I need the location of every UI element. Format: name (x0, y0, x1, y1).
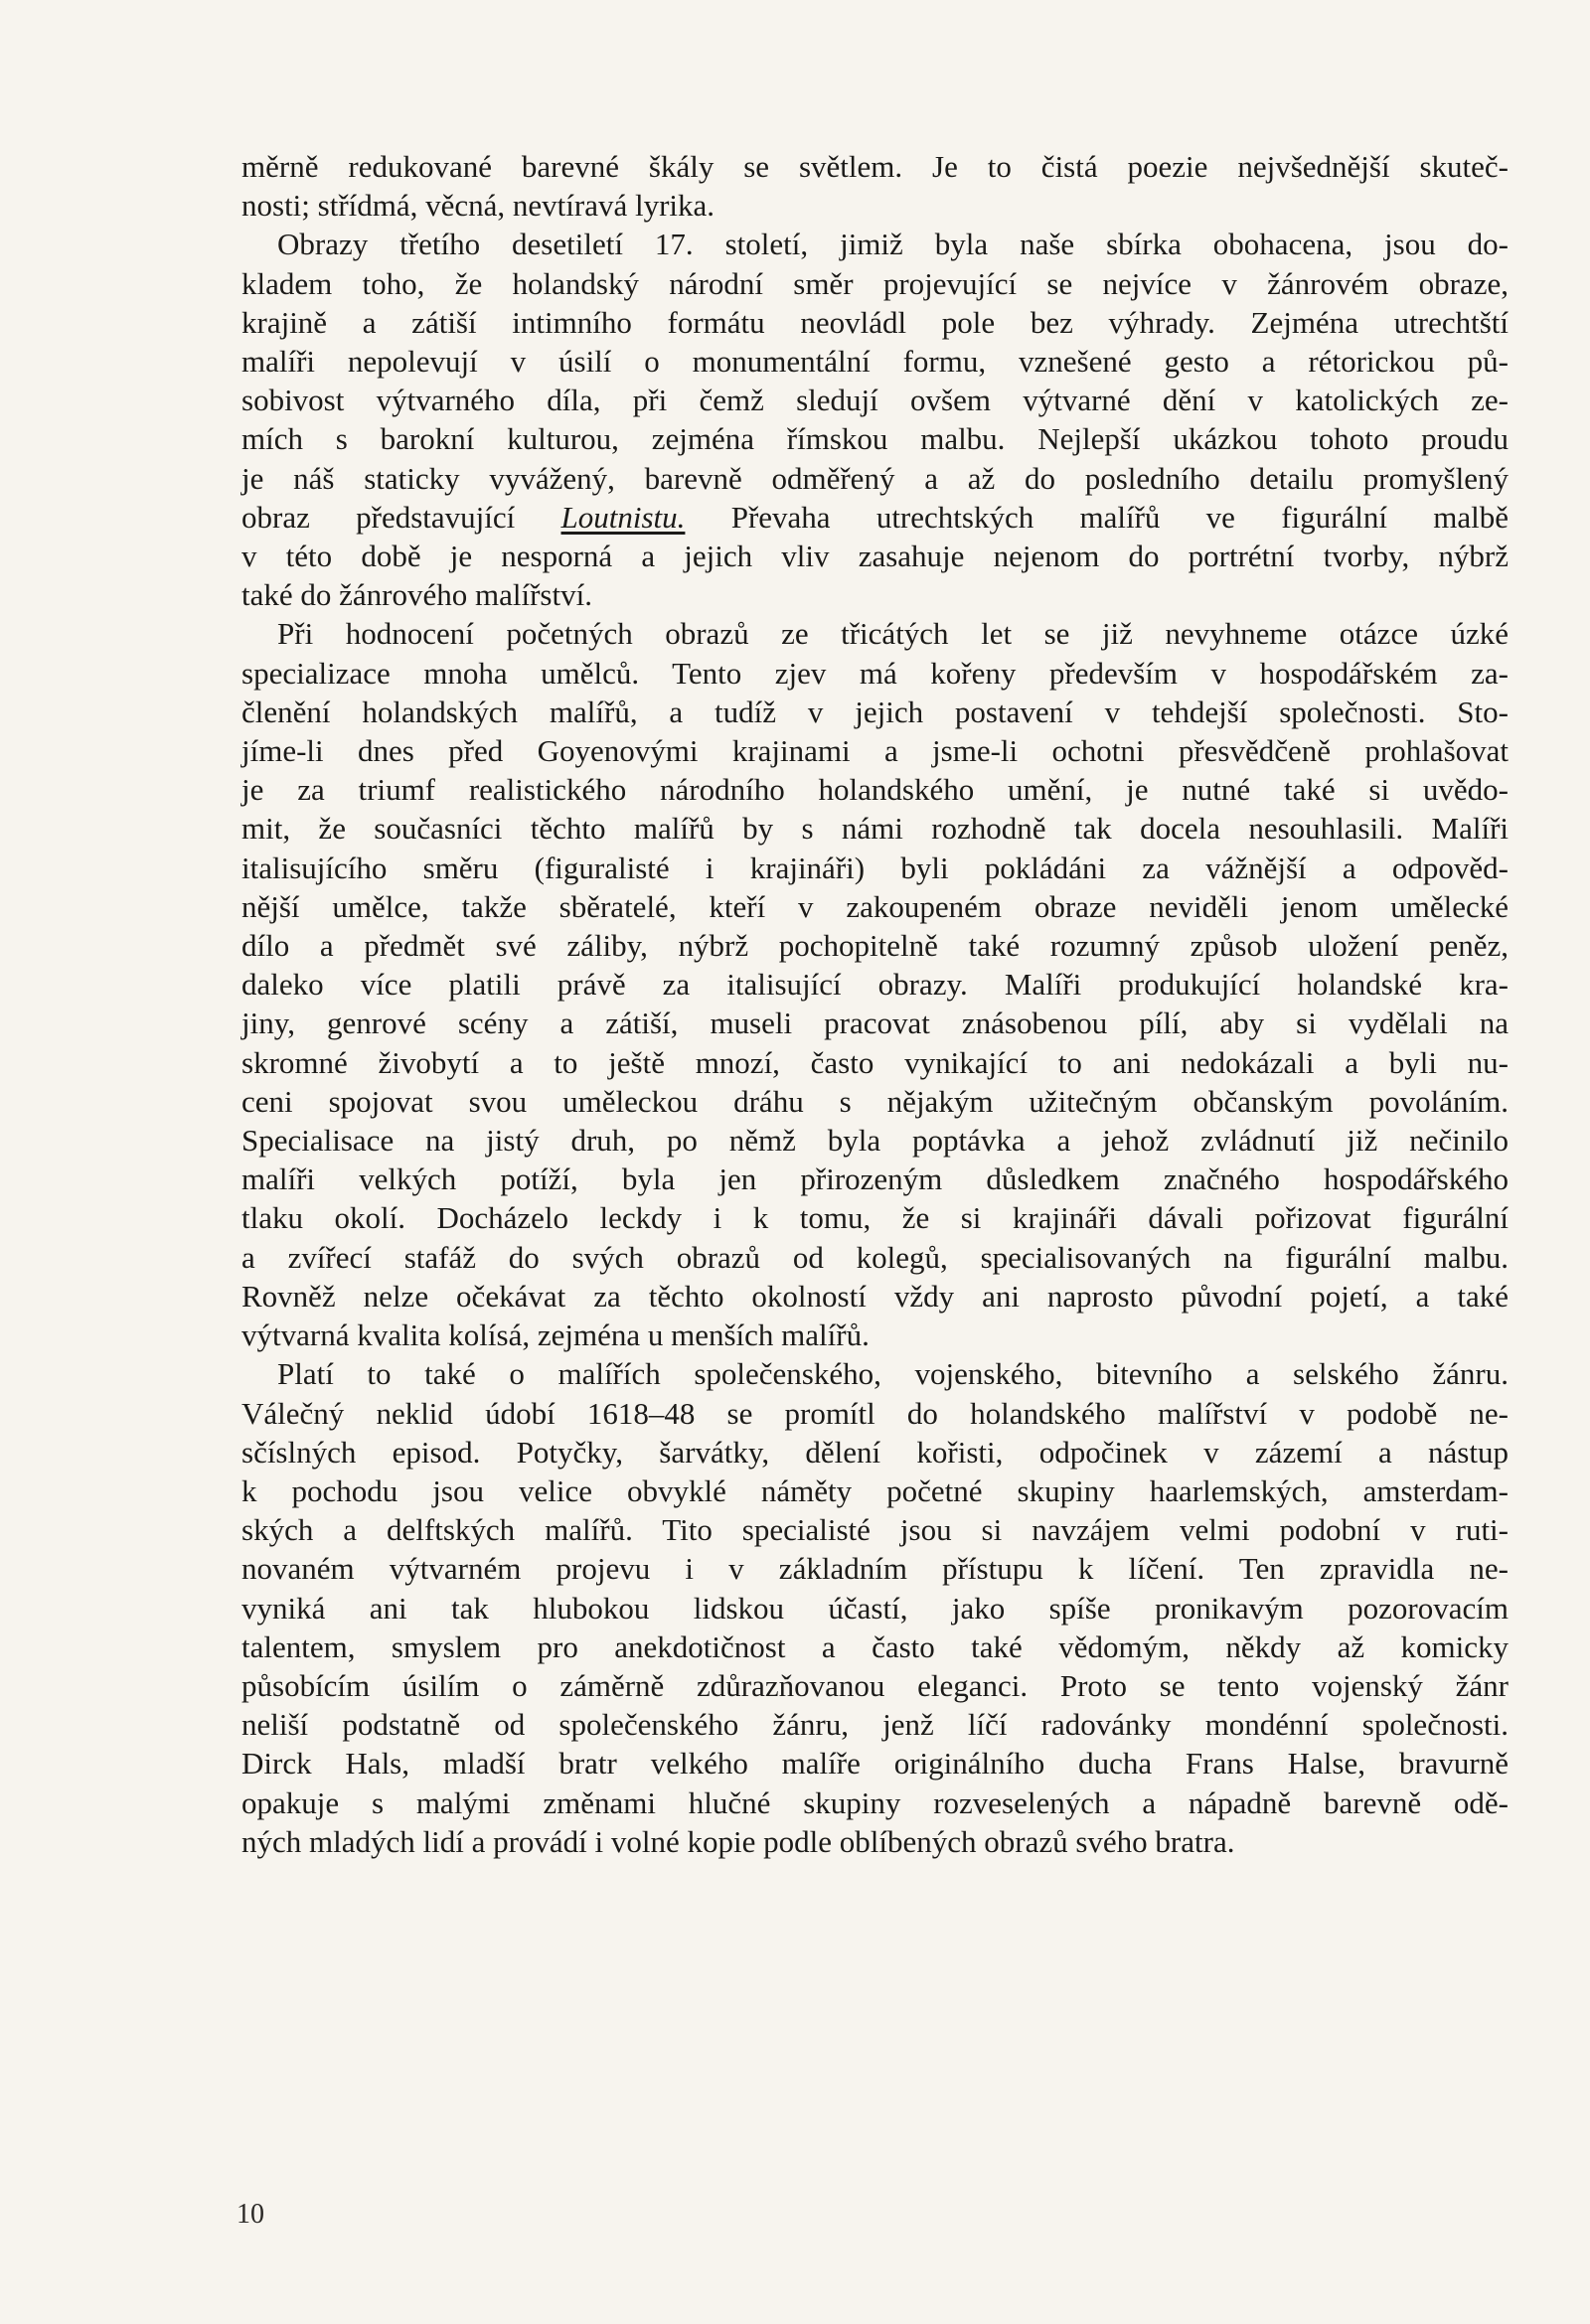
text-line: také do žánrového malířství. (241, 577, 592, 613)
text-line: opakuje s malými změnami hlučné skupiny rozveselených a nápadně barevně odě- (241, 1784, 1509, 1820)
artwork-title: Loutnistu. (560, 499, 686, 535)
text-line: ských a delftských malířů. Tito specialisté jsou si navzájem velmi podobní v ruti- (241, 1512, 1509, 1548)
text-line: Obrazy třetího desetiletí 17. století, jimiž byla naše sbírka obohacena, jsou do- (277, 227, 1509, 262)
text-line: Platí to také o malířích společenského, vojenského, bitevního a selského žánru. (277, 1356, 1509, 1392)
text-line: skromné živobytí a to ještě mnozí, často vynikající to ani nedokázali a byli nu- (241, 1044, 1509, 1080)
text-line: malíři velkých potíží, byla jen přirozeným důsledkem značného hospodářského (241, 1162, 1509, 1197)
text-line: sčíslných episod. Potyčky, šarvátky, dělení kořisti, odpočinek v zázemí a nástup (241, 1434, 1509, 1470)
text-line: je náš staticky vyvážený, barevně odměřený a až do posledního detailu promyšlený (241, 460, 1509, 496)
text-line: krajině a zátiší intimního formátu neovládl pole bez výhrady. Zejména utrechtští (241, 304, 1509, 340)
text-line: v této době je nesporná a jejich vliv zasahuje nejenom do portrétní tvorby, nýbrž (241, 539, 1509, 574)
text-line: neliší podstatně od společenského žánru, jenž líčí radovánky mondénní společnosti. (241, 1707, 1509, 1743)
text-line: mích s barokní kulturou, zejména římskou malbu. Nejlepší ukázkou tohoto proudu (241, 421, 1509, 457)
text-line (241, 498, 1509, 537)
body-text (241, 147, 1509, 1861)
text-line: specializace mnoha umělců. Tento zjev má kořeny především v hospodářském za- (241, 655, 1509, 691)
text-line: talentem, smyslem pro anekdotičnost a často také vědomým, někdy až komicky (241, 1628, 1509, 1664)
text-fragment: Převaha utrechtských malířů ve figurální malbě (685, 499, 1509, 535)
text-line: malíři nepolevují v úsilí o monumentální formu, vznešené gesto a rétorickou pů- (241, 344, 1509, 380)
text-line: mit, že současníci těchto malířů by s námi rozhodně tak docela nesouhlasili. Malíři (241, 811, 1509, 847)
text-line: k pochodu jsou velice obvyklé náměty početné skupiny haarlemských, amsterdam- (241, 1472, 1509, 1508)
text-line: Válečný neklid údobí 1618–48 se promítl do holandského malířství v podobě ne- (241, 1395, 1509, 1431)
text-line: Dirck Hals, mladší bratr velkého malíře originálního ducha Frans Halse, bravurně (241, 1746, 1509, 1782)
paragraph (241, 614, 1509, 1354)
text-line: Při hodnocení početných obrazů ze třicátých let se již nevyhneme otázce úzké (277, 616, 1509, 652)
text-line: členění holandských malířů, a tudíž v jejich postavení v tehdejší společnosti. Sto- (241, 694, 1509, 729)
text-line: je za triumf realistického národního holandského umění, je nutné také si uvědo- (241, 772, 1509, 808)
text-line: ceni spojovat svou uměleckou dráhu s nějakým užitečným občanským povoláním. (241, 1083, 1509, 1119)
text-line: jíme-li dnes před Goyenovými krajinami a jsme-li ochotni přesvědčeně prohlašovat (241, 733, 1509, 769)
text-line: kladem toho, že holandský národní směr projevující se nejvíce v žánrovém obraze, (241, 265, 1509, 301)
paragraph (241, 225, 1509, 614)
text-line: působícím úsilím o záměrně zdůrazňovanou eleganci. Proto se tento vojenský žánr (241, 1667, 1509, 1703)
text-fragment: obraz představující (241, 499, 561, 535)
text-line: novaném výtvarném projevu i v základním přístupu k líčení. Ten zpravidla ne- (241, 1551, 1509, 1587)
page-number: 10 (237, 2199, 264, 2230)
text-line: sobivost výtvarného díla, při čemž sledují ovšem výtvarné dění v katolických ze- (241, 383, 1509, 418)
text-line: dílo a předmět své záliby, nýbrž pochopitelně také rozumný způsob uložení peněz, (241, 928, 1509, 964)
text-line: tlaku okolí. Docházelo leckdy i k tomu, že si krajináři dávali pořizovat figurální (241, 1200, 1509, 1236)
text-line: jiny, genrové scény a zátiší, museli pracovat znásobenou pílí, aby si vydělali na (241, 1006, 1509, 1041)
text-line: výtvarná kvalita kolísá, zejména u menších malířů. (241, 1317, 870, 1353)
text-line: daleko více platili právě za italisující obrazy. Malíři produkující holandské kra- (241, 967, 1509, 1003)
text-line: nější umělce, takže sběratelé, kteří v zakoupeném obraze neviděli jenom umělecké (241, 888, 1509, 924)
text-line: Specialisace na jistý druh, po němž byla poptávka a jehož zvládnutí již nečinilo (241, 1123, 1509, 1159)
text-line: Rovněž nelze očekávat za těchto okolností vždy ani naprosto původní pojetí, a také (241, 1278, 1509, 1314)
text-line: vyniká ani tak hlubokou lidskou účastí, jako spíše pronikavým pozorovacím (241, 1590, 1509, 1626)
text-line: nosti; střídmá, věcná, nevtíravá lyrika. (241, 188, 716, 224)
text-line: měrně redukované barevné škály se světlem. Je to čistá poezie nejvšednější skuteč- (241, 149, 1509, 184)
text-line: a zvířecí stafáž do svých obrazů od kolegů, specialisovaných na figurální malbu. (241, 1239, 1509, 1275)
paragraph (241, 147, 1509, 225)
text-line: ných mladých lidí a provádí i volné kopie podle oblíbených obrazů svého bratra. (241, 1823, 1235, 1859)
text-line: italisujícího směru (figuralisté i krajináři) byli pokládáni za vážnější a odpověd- (241, 850, 1509, 885)
paragraph (241, 1354, 1509, 1861)
